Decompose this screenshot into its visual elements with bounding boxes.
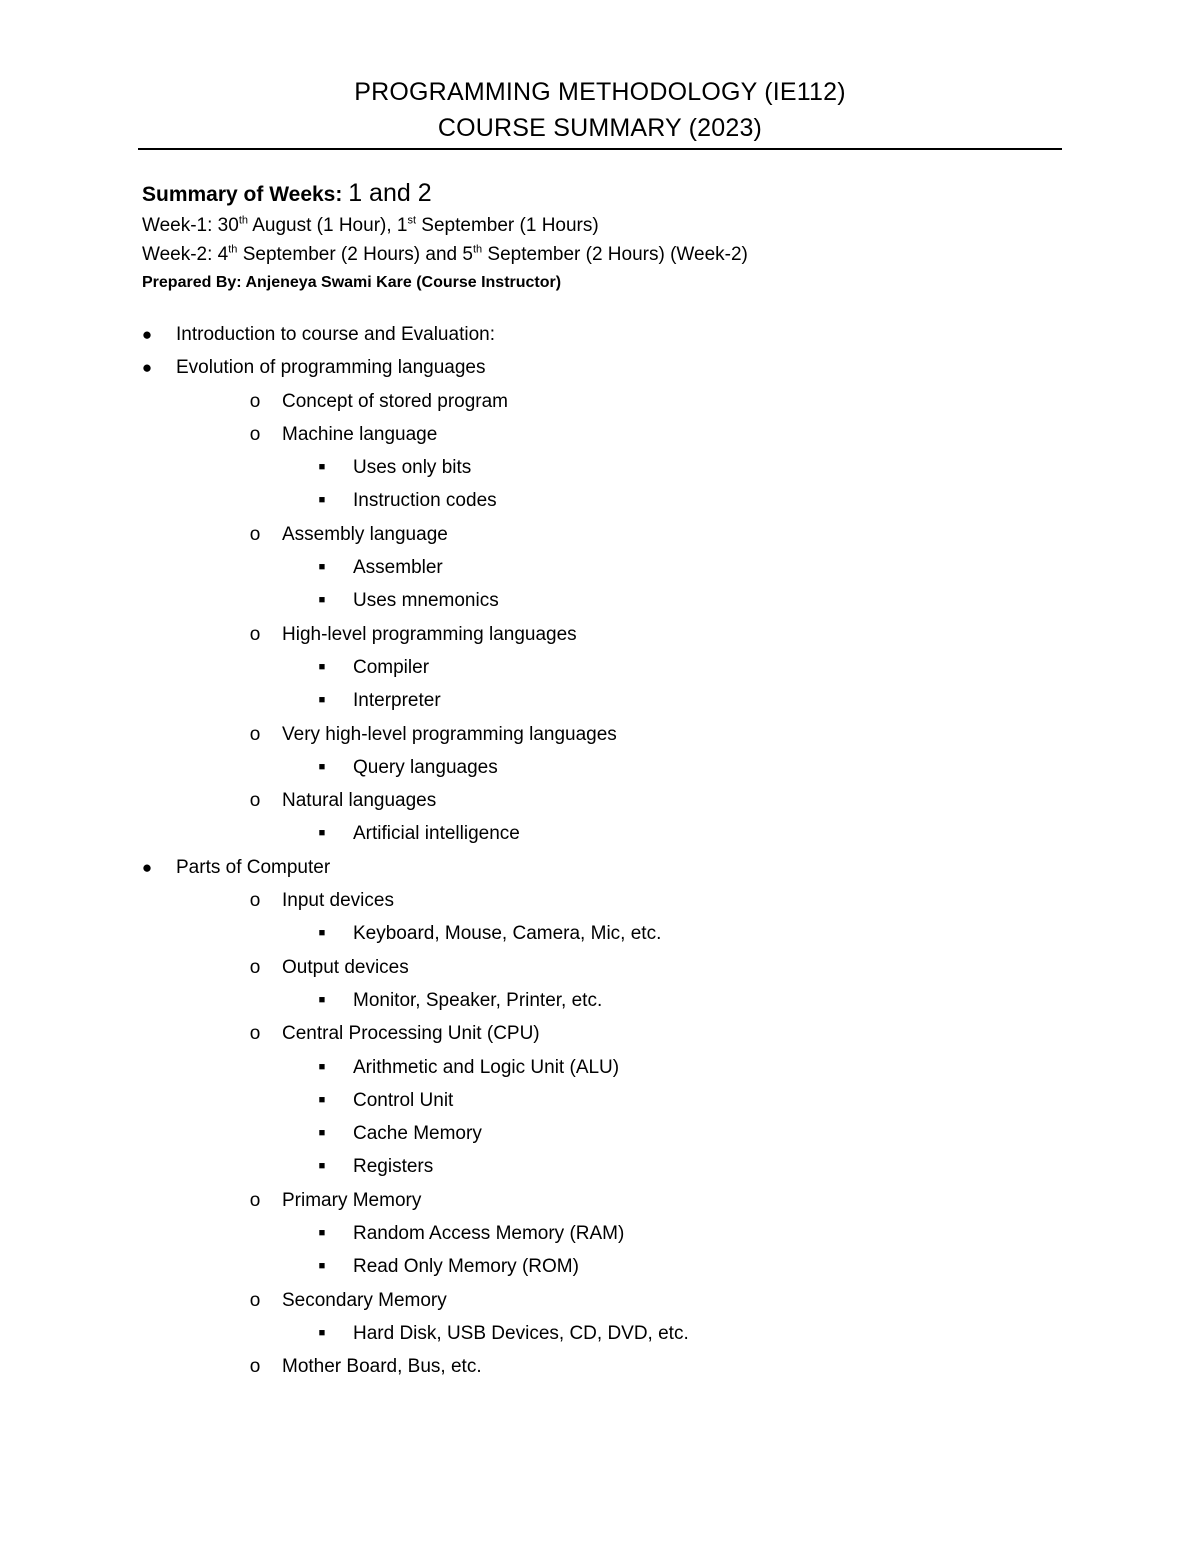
outline-item-text: High-level programming languages (282, 623, 577, 645)
bullet-square-icon: ■ (318, 1093, 326, 1106)
summary-weeks-value: 1 and 2 (348, 179, 432, 207)
bullet-square-icon: ■ (318, 494, 326, 507)
bullet-circle-icon: o (249, 1023, 261, 1045)
outline-item-level3 (0, 1084, 1200, 1117)
bullet-square-icon: ■ (318, 1227, 326, 1240)
bullet-square-icon: ■ (318, 561, 326, 574)
outline-item-text: Output devices (282, 956, 409, 978)
outline-item-text: Uses only bits (353, 457, 472, 479)
bullet-circle-icon: o (249, 1289, 261, 1311)
bullet-circle-icon: o (249, 390, 261, 412)
outline-item-text: Read Only Memory (ROM) (353, 1256, 579, 1278)
week1-middle: August (1 Hour), 1 (248, 215, 408, 236)
bullet-square-icon: ■ (318, 1160, 326, 1173)
outline-item-text: Evolution of programming languages (176, 357, 486, 379)
outline-item-level1 (0, 351, 1200, 384)
week2-sup1: th (228, 243, 238, 256)
outline-item-level3 (0, 1250, 1200, 1283)
outline-item-level2 (0, 718, 1200, 751)
bullet-disc-icon: ● (141, 358, 153, 378)
outline-item-text: Compiler (353, 656, 430, 678)
bullet-square-icon: ■ (318, 993, 326, 1006)
week2-line (142, 240, 1082, 269)
outline-item-level3 (0, 751, 1200, 784)
outline-item-level3 (0, 651, 1200, 684)
bullet-square-icon: ■ (318, 1326, 326, 1339)
bullet-square-icon: ■ (318, 1260, 326, 1273)
week1-line (142, 211, 1082, 240)
outline-item-level1 (0, 851, 1200, 884)
outline-item-level3 (0, 1150, 1200, 1183)
summary-weeks-line (142, 177, 1082, 211)
outline-item-text: Assembly language (282, 523, 448, 545)
outline-item-text: Query languages (353, 756, 498, 778)
outline-item-level2 (0, 784, 1200, 817)
outline-item-text: Central Processing Unit (CPU) (282, 1023, 540, 1045)
week1-sup1: th (238, 214, 248, 227)
week1-suffix: September (1 Hours) (416, 215, 599, 236)
outline-item-level2 (0, 951, 1200, 984)
bullet-circle-icon: o (249, 956, 261, 978)
course-subtitle: COURSE SUMMARY (2023) (437, 114, 763, 142)
bullet-disc-icon: ● (141, 857, 153, 877)
outline-item-level3 (0, 1117, 1200, 1150)
bullet-square-icon: ■ (318, 1060, 326, 1073)
bullet-circle-icon: o (249, 790, 261, 812)
outline-item-text: Keyboard, Mouse, Camera, Mic, etc. (353, 923, 662, 945)
outline-item-text: Assembler (353, 557, 443, 579)
outline-item-level2 (0, 385, 1200, 418)
outline-item-text: Concept of stored program (282, 390, 509, 412)
outline-item-text: Cache Memory (353, 1123, 482, 1145)
outline-item-text: Introduction to course and Evaluation: (176, 324, 495, 345)
outline-item-text: Parts of Computer (176, 856, 331, 878)
week2-prefix: Week-2: 4 (142, 244, 229, 265)
outline-item-text: Input devices (282, 890, 394, 912)
prepared-by: Prepared By: Anjeneya Swami Kare (Course Instructor) (142, 274, 562, 291)
outline-item-level3 (0, 1051, 1200, 1084)
bullet-square-icon: ■ (318, 927, 326, 940)
title-divider (138, 148, 1062, 150)
bullet-square-icon: ■ (318, 660, 326, 673)
bullet-disc-icon: ● (141, 325, 153, 344)
outline-item-level3 (0, 1217, 1200, 1250)
bullet-square-icon: ■ (318, 760, 326, 773)
week1-sup2: st (407, 214, 417, 227)
outline-item-level3 (0, 984, 1200, 1017)
outline-item-text: Instruction codes (353, 490, 497, 512)
outline-item-text: Natural languages (282, 790, 437, 812)
title-block (0, 74, 1200, 146)
outline-item-text: Mother Board, Bus, etc. (282, 1356, 482, 1378)
outline-item-level2 (0, 618, 1200, 651)
outline-item-text: Hard Disk, USB Devices, CD, DVD, etc. (353, 1322, 689, 1344)
outline-item-text: Primary Memory (282, 1189, 422, 1211)
outline-item-level2 (0, 1284, 1200, 1317)
outline-item-level2 (0, 884, 1200, 917)
summary-label: Summary of Weeks: (142, 183, 343, 206)
bullet-circle-icon: o (249, 623, 261, 645)
week2-suffix: September (2 Hours) (Week-2) (482, 244, 748, 265)
bullet-square-icon: ■ (318, 827, 326, 840)
outline-item-text: Random Access Memory (RAM) (353, 1223, 625, 1245)
outline-item-text: Artificial intelligence (353, 823, 520, 845)
outline-item-level2 (0, 1017, 1200, 1050)
outline-item-level2 (0, 518, 1200, 551)
topic-outline (0, 318, 1200, 1384)
outline-item-text: Control Unit (353, 1089, 454, 1111)
bullet-circle-icon: o (249, 1356, 261, 1378)
outline-item-text: Registers (353, 1156, 434, 1178)
outline-item-text: Monitor, Speaker, Printer, etc. (353, 989, 603, 1011)
outline-item-text: Very high-level programming languages (282, 723, 617, 745)
outline-item-text: Interpreter (353, 690, 441, 712)
outline-item-level3 (0, 1317, 1200, 1350)
outline-item-level2 (0, 1184, 1200, 1217)
outline-item-level3 (0, 817, 1200, 850)
outline-item-level1 (0, 318, 1200, 351)
course-title: PROGRAMMING METHODOLOGY (IE112) (354, 78, 846, 106)
outline-item-level3 (0, 684, 1200, 717)
bullet-square-icon: ■ (318, 694, 326, 707)
outline-item-level3 (0, 451, 1200, 484)
outline-item-level2 (0, 1350, 1200, 1383)
week1-prefix: Week-1: 30 (142, 215, 239, 236)
bullet-circle-icon: o (249, 423, 261, 445)
bullet-square-icon: ■ (318, 594, 326, 607)
bullet-circle-icon: o (249, 890, 261, 912)
outline-item-level3 (0, 584, 1200, 617)
bullet-circle-icon: o (249, 1189, 261, 1211)
bullet-square-icon: ■ (318, 461, 326, 474)
outline-item-text: Machine language (282, 423, 438, 445)
week2-sup2: th (472, 243, 483, 256)
outline-item-level2 (0, 418, 1200, 451)
week2-middle: September (2 Hours) and 5 (237, 244, 473, 265)
bullet-circle-icon: o (249, 723, 261, 745)
summary-meta (142, 177, 1082, 297)
outline-item-text: Secondary Memory (282, 1289, 447, 1311)
outline-item-text: Arithmetic and Logic Unit (ALU) (353, 1056, 620, 1078)
outline-item-level3 (0, 917, 1200, 950)
bullet-square-icon: ■ (318, 1127, 326, 1140)
outline-item-level3 (0, 484, 1200, 517)
bullet-circle-icon: o (249, 523, 261, 545)
outline-item-text: Uses mnemonics (353, 590, 499, 612)
outline-item-level3 (0, 551, 1200, 584)
